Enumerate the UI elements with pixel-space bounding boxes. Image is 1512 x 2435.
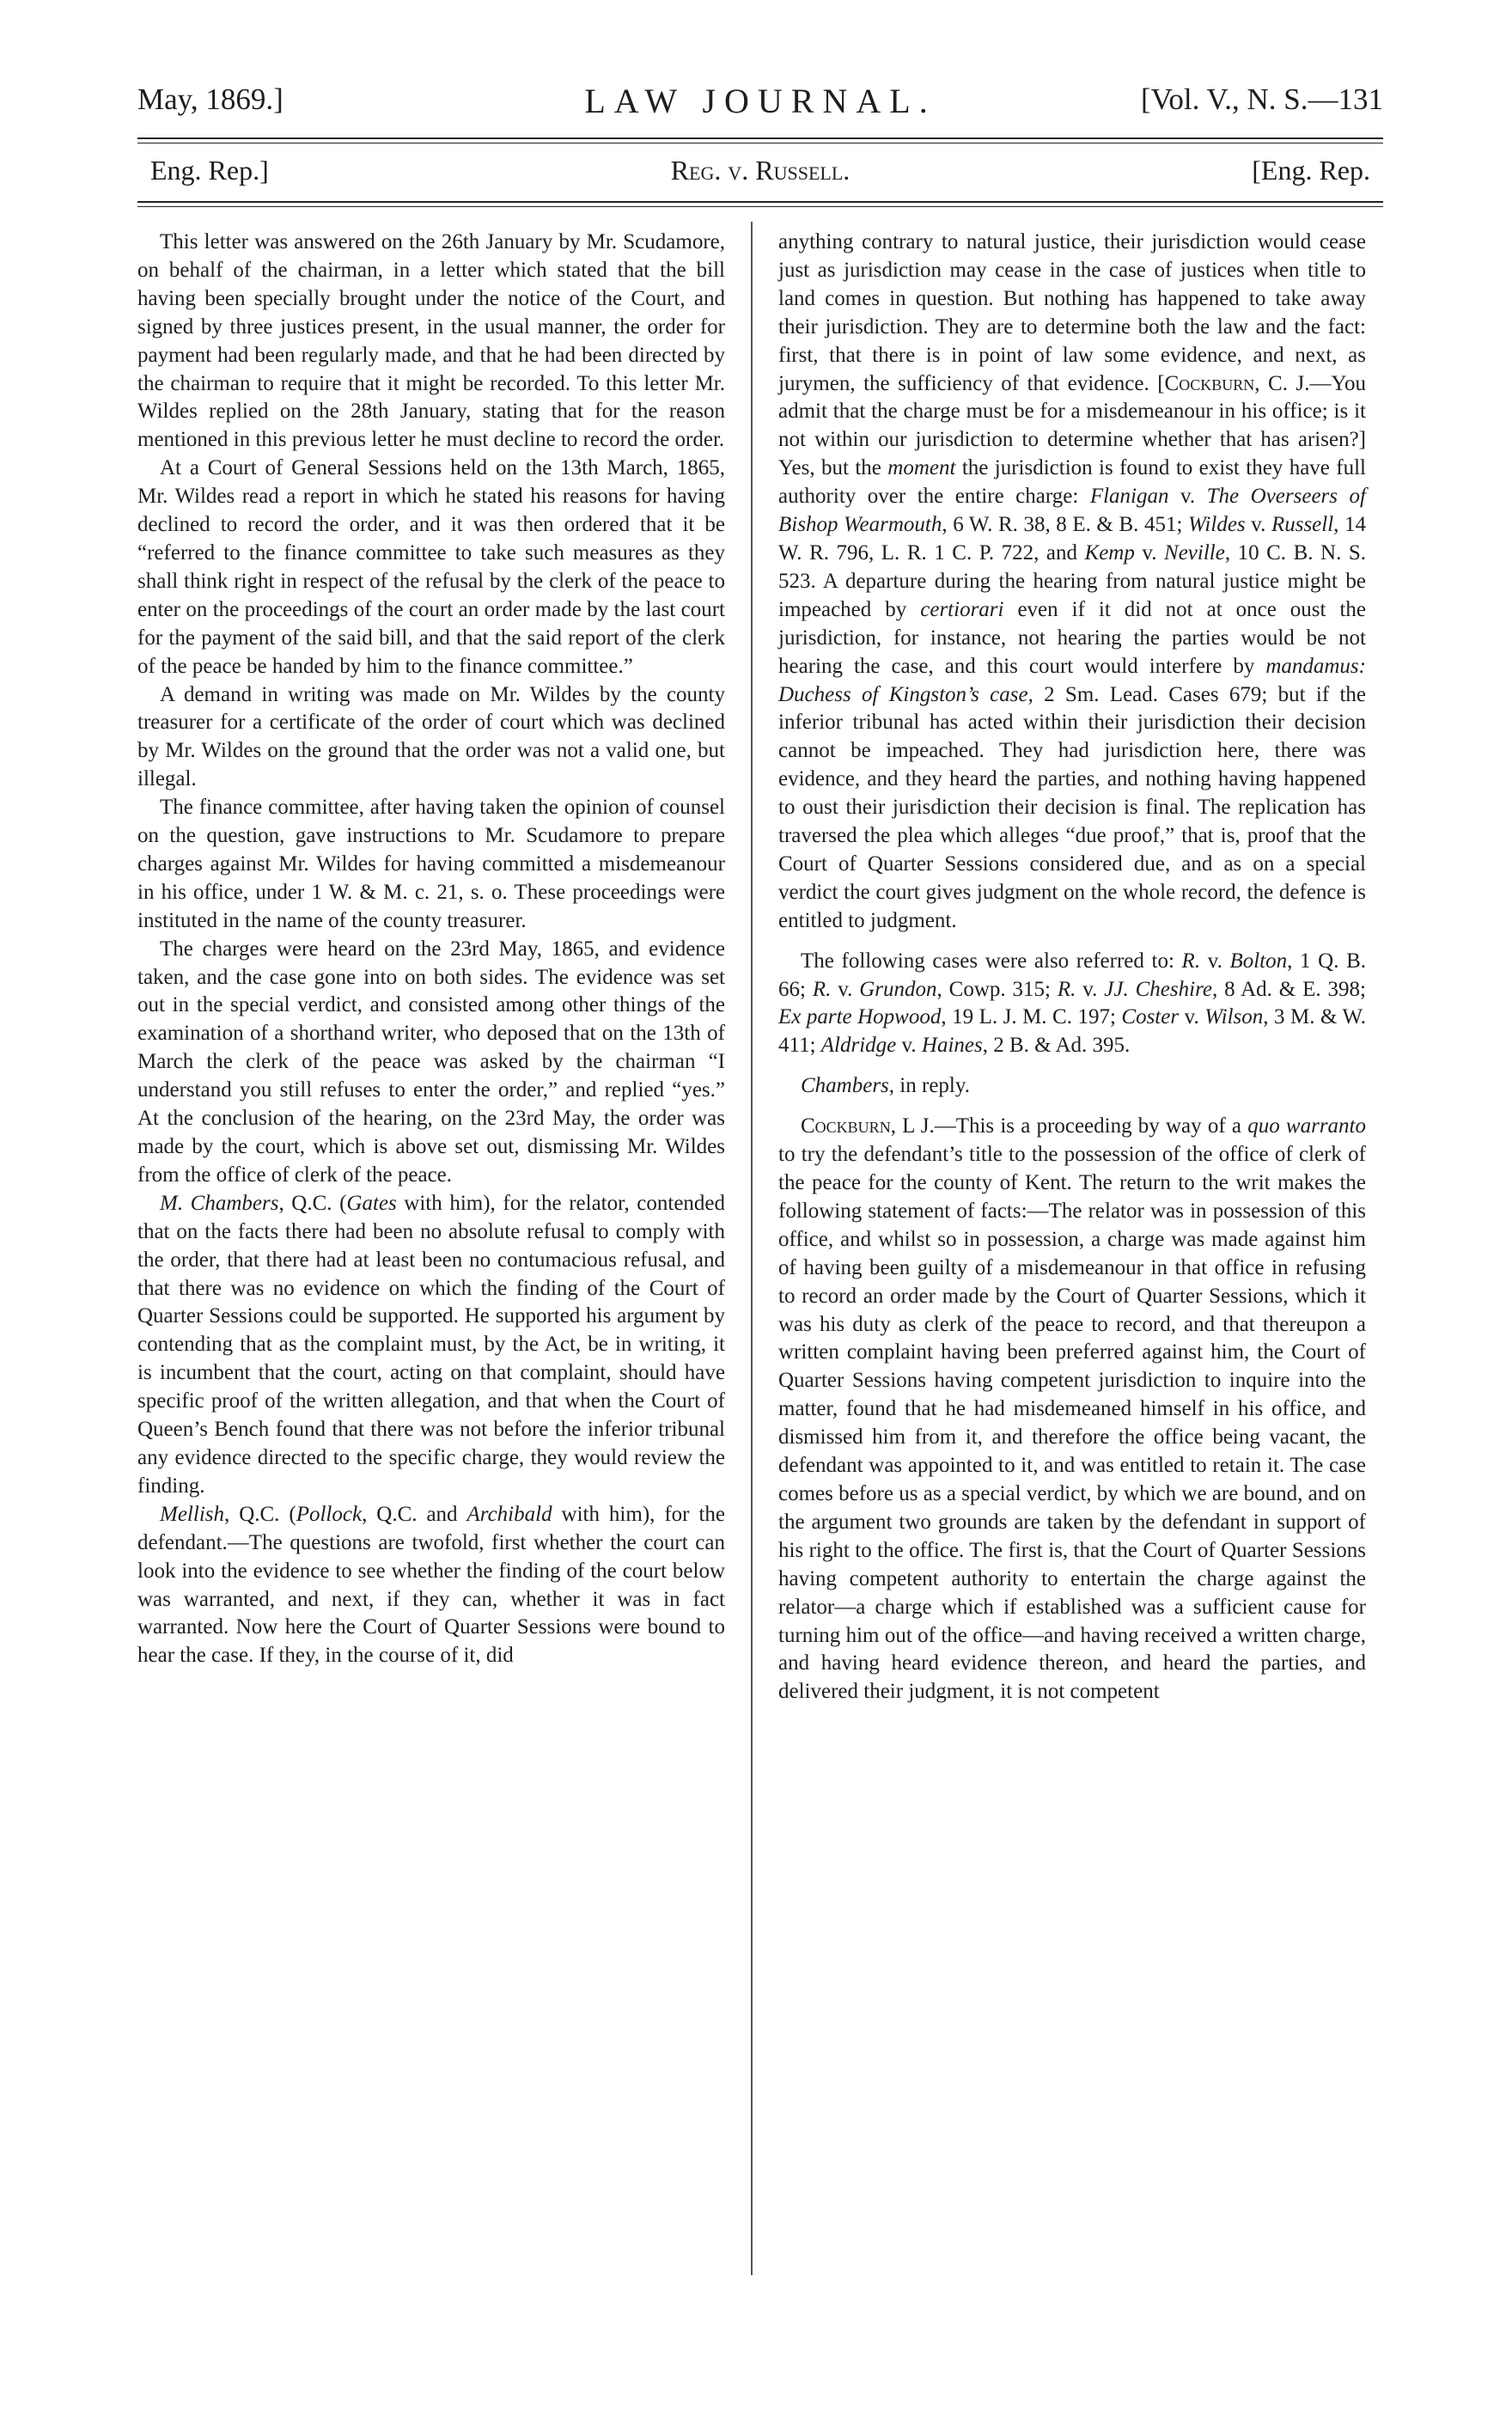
judge-name: Cockburn xyxy=(801,1114,891,1138)
counsel-name: Mellish xyxy=(160,1502,224,1526)
header-date: May, 1869.] xyxy=(137,82,284,116)
text-run: , C. J.—You admit that the charge must be for a misdemeanour in his office; is it not within our jurisdiction to determine whether that has arisen?] Yes, but the xyxy=(778,371,1366,480)
case-citation: Russell xyxy=(1271,513,1334,537)
case-citation: R. xyxy=(812,977,832,1001)
case-citation: Ex parte Hopwood xyxy=(778,1005,942,1029)
text-run: , L J.—This is a proceeding by way of a xyxy=(890,1114,1248,1138)
text-run: , 8 Ad. & E. 398; xyxy=(1211,977,1366,1001)
text-run: v. xyxy=(1200,949,1230,973)
journal-title: LAW JOURNAL. xyxy=(584,82,936,120)
text-run: with him), for the relator, contended that on the facts there had been no absolute refusal to comply with the order, that there had at least been no contumacious refusal, and that there was no evidence on which the finding of the Court of Quarter Sessions could be supported. He supported his argument by contending that as the complaint must, by the Act, be in writing, it is incumbent that the court, acting on that complaint, should have specific proof of the written allegation, and that when the Court of Queen’s Bench found that there was not before the inferior tribunal any evidence directed to the specific charge, they would review the finding. xyxy=(137,1191,726,1498)
text-run: , in reply. xyxy=(888,1074,970,1098)
case-citation: Grundon xyxy=(859,977,937,1001)
text-run: the jurisdiction is found to exist they have full authority over the entire charge: xyxy=(778,456,1366,509)
text-run: , Q.C. ( xyxy=(278,1191,347,1215)
column-divider xyxy=(751,222,753,2275)
case-header xyxy=(150,151,1370,194)
text-run: with him), for the defendant.—The questions are twofold, first whether the court can look into the evidence to see whether the finding of the court below was warranted, and next, if they can, whether it was in fact warranted. Now here the Court of Quarter Sessions were bound to hear the case. If they, in the course of it, did xyxy=(137,1502,725,1668)
text-run: certiorari xyxy=(920,597,1004,621)
case-citation: Kemp xyxy=(1084,540,1135,565)
header-volume: [Vol. V., N. S.—131 xyxy=(1140,82,1383,116)
text-run: , Q.C. ( xyxy=(224,1502,296,1526)
counsel-name: M. Chambers xyxy=(160,1191,279,1215)
judge-name: Cockburn xyxy=(1164,371,1255,395)
text-run: , Cowp. 315; xyxy=(936,977,1058,1001)
text-run: moment xyxy=(887,456,956,480)
case-citation: Bolton xyxy=(1229,949,1288,973)
text-run: v. xyxy=(831,977,860,1001)
text-run: , 2 B. & Ad. 395. xyxy=(982,1034,1131,1058)
text-run: to try the defendant’s title to the possession of the office of clerk of the peace for the county of Kent. The return to the writ makes the following statement of facts:—The relator was in possession of this office, and whilst so in possession, a charge was made against him of having been guilty of a misdemeanour in that office in refusing to record an order made by the Court of Quarter Sessions, which it was his duty as clerk of the peace to record, and that thereupon a written complaint having been preferred against him, the Court of Quarter Sessions having competent jurisdiction to inquire into the matter, found that he had misdemeaned himself in his office, and dismissed him from it, and therefore the office being vacant, the defendant was appointed to it, and was entitled to retain it. The case comes before us as a special verdict, by which we are bound, and on the argument two grounds are taken by the defendant in support of his right to the office. The first is, that the Court of Quarter Sessions having competent authority to entertain the charge against the relator—a charge which if established was a sufficient cause for turning him out of the office—and having received a written charge, and having heard evidence thereon, and heard the parties, and delivered their judgment, it is not competent xyxy=(778,1143,1366,1704)
case-citation: R. xyxy=(1181,949,1201,973)
text-run: quo warranto xyxy=(1247,1114,1366,1138)
text-run: v. xyxy=(1076,977,1105,1001)
case-citation: JJ. Cheshire xyxy=(1104,977,1212,1001)
case-citation: The Overseers of Bishop Wearmouth xyxy=(778,485,1366,537)
paragraph: The charges were heard on the 23rd May, 1865, and evidence taken, and the case gone into on both sides. The evidence was set out in the special verdict, and consisted among other things of the examination of a shorthand writer, who deposed that on the 13th of March the clerk of the peace was asked by the chairman “I understand you still refuses to enter the order,” and replied “yes.” At the conclusion of the hearing, on the 23rd May, the order was made by the court, which is above set out, dismissing Mr. Wildes from the office of clerk of the peace. xyxy=(137,937,725,1187)
case-citation: Wilson xyxy=(1204,1005,1264,1029)
paragraph xyxy=(778,229,1366,936)
text-run: , 10 C. B. N. S. 523. A departure during the hearing from natural justice might be impeached by xyxy=(778,540,1366,621)
paragraph xyxy=(137,1501,725,1670)
left-column xyxy=(137,229,725,1670)
counsel-name: Gates xyxy=(346,1191,397,1215)
text-run: anything contrary to natural justice, their jurisdiction would cease just as jurisdiction may cease in the case of justices when title to land comes in question. But nothing has happened to take away their jurisdiction. They are to determine both the law and the fact: first, that there is in point of law some evidence, and next, as jurymen, the sufficiency of that evidence. [ xyxy=(778,230,1366,395)
text-run: , 14 W. R. 796, L. R. 1 C. P. 722, and xyxy=(778,513,1366,565)
counsel-name: Pollock xyxy=(296,1502,363,1526)
paragraph: A demand in writing was made on Mr. Wildes by the county treasurer for a certificate of the order of court which was declined by Mr. Wildes on the ground that the order was not a valid one, but illegal. xyxy=(137,682,725,791)
header-rule-top xyxy=(137,137,1383,139)
paragraph xyxy=(778,948,1366,1061)
text-run: The following cases were also referred to: xyxy=(801,949,1182,973)
text-run: , Q.C. and xyxy=(362,1502,467,1526)
text-run: , 1 Q. B. 66; xyxy=(778,949,1366,1001)
counsel-name: Archibald xyxy=(466,1502,552,1526)
text-run: v. xyxy=(1245,513,1271,537)
paragraph: The finance committee, after having taken the opinion of counsel on the question, gave instructions to Mr. Scudamore to prepare charges against Mr. Wildes for having committed a misdemeanour in his office, under 1 W. & M. c. 21, s. o. These proceedings were instituted in the name of the county treasurer. xyxy=(137,796,725,932)
text-run: v. xyxy=(1179,1005,1205,1029)
case-citation: mandamus: Duchess of Kingston’s case xyxy=(778,654,1366,706)
text-run: v. xyxy=(1134,540,1165,565)
text-run: , 2 Sm. Lead. Cases 679; but if the inferior tribunal has acted within their jurisdiction their decision cannot be impeached. They had jurisdiction here, there was evidence, and they heard the parties, and nothing having happened to oust their jurisdiction their decision is final. The replication has traversed the plea which alleges “due proof,” that is, proof that the Court of Quarter Sessions considered due, and as on a special verdict the court gives judgment on the whole record, the defence is entitled to judgment. xyxy=(778,682,1367,932)
case-citation: Coster xyxy=(1121,1005,1180,1029)
text-run: , 3 M. & W. 411; xyxy=(778,1005,1366,1058)
case-citation: Haines xyxy=(921,1034,983,1058)
paragraph xyxy=(137,1190,725,1501)
text-run: , 6 W. R. 38, 8 E. & B. 451; xyxy=(942,513,1188,537)
running-header xyxy=(137,76,1383,124)
text-run: even if it did not at once oust the jurisdiction, for instance, not hearing the parties would be not hearing the case, and this court would interfere by xyxy=(778,597,1367,678)
right-column xyxy=(778,229,1366,1706)
paragraph: This letter was answered on the 26th January by Mr. Scudamore, on behalf of the chairman, in a letter which stated that the bill having been specially brought under the notice of the Court, and signed by three justices present, in the usual manner, the order for payment had been regularly made, and that he had been directed by the chairman to require that it might be recorded. To this letter Mr. Wildes replied on the 28th January, stating that for the reason mentioned in this previous letter he must decline to record the order. xyxy=(137,230,725,452)
case-citation: R. xyxy=(1057,977,1076,1001)
case-title: Reg. v. Russell. xyxy=(670,155,850,186)
case-citation: Aldridge xyxy=(820,1034,897,1058)
case-header-rule-thin xyxy=(137,206,1383,207)
case-citation: Wildes xyxy=(1187,513,1246,537)
text-run: , 19 L. J. M. C. 197; xyxy=(941,1005,1122,1029)
judgment-paragraph xyxy=(778,1113,1366,1706)
case-header-rule xyxy=(137,201,1383,203)
case-citation: Neville xyxy=(1164,540,1225,565)
counsel-name: Chambers xyxy=(801,1074,889,1098)
report-tag-left: Eng. Rep.] xyxy=(150,155,269,186)
report-tag-right: [Eng. Rep. xyxy=(1252,155,1370,186)
case-citation: Flanigan xyxy=(1089,485,1169,509)
paragraph: At a Court of General Sessions held on the 13th March, 1865, Mr. Wildes read a report in which he stated his reasons for having declined to record the order, and it was then ordered that it be “referred to the finance committee to take such measures as they shall think right in respect of the refusal by the clerk of the peace to enter on the proceedings of the court an order made by the last court for the payment of the said bill, and that the said report of the clerk of the peace be handed by him to the finance committee.” xyxy=(137,456,725,678)
text-run: v. xyxy=(1168,485,1207,509)
text-run: v. xyxy=(896,1034,922,1058)
paragraph xyxy=(778,1072,1366,1101)
